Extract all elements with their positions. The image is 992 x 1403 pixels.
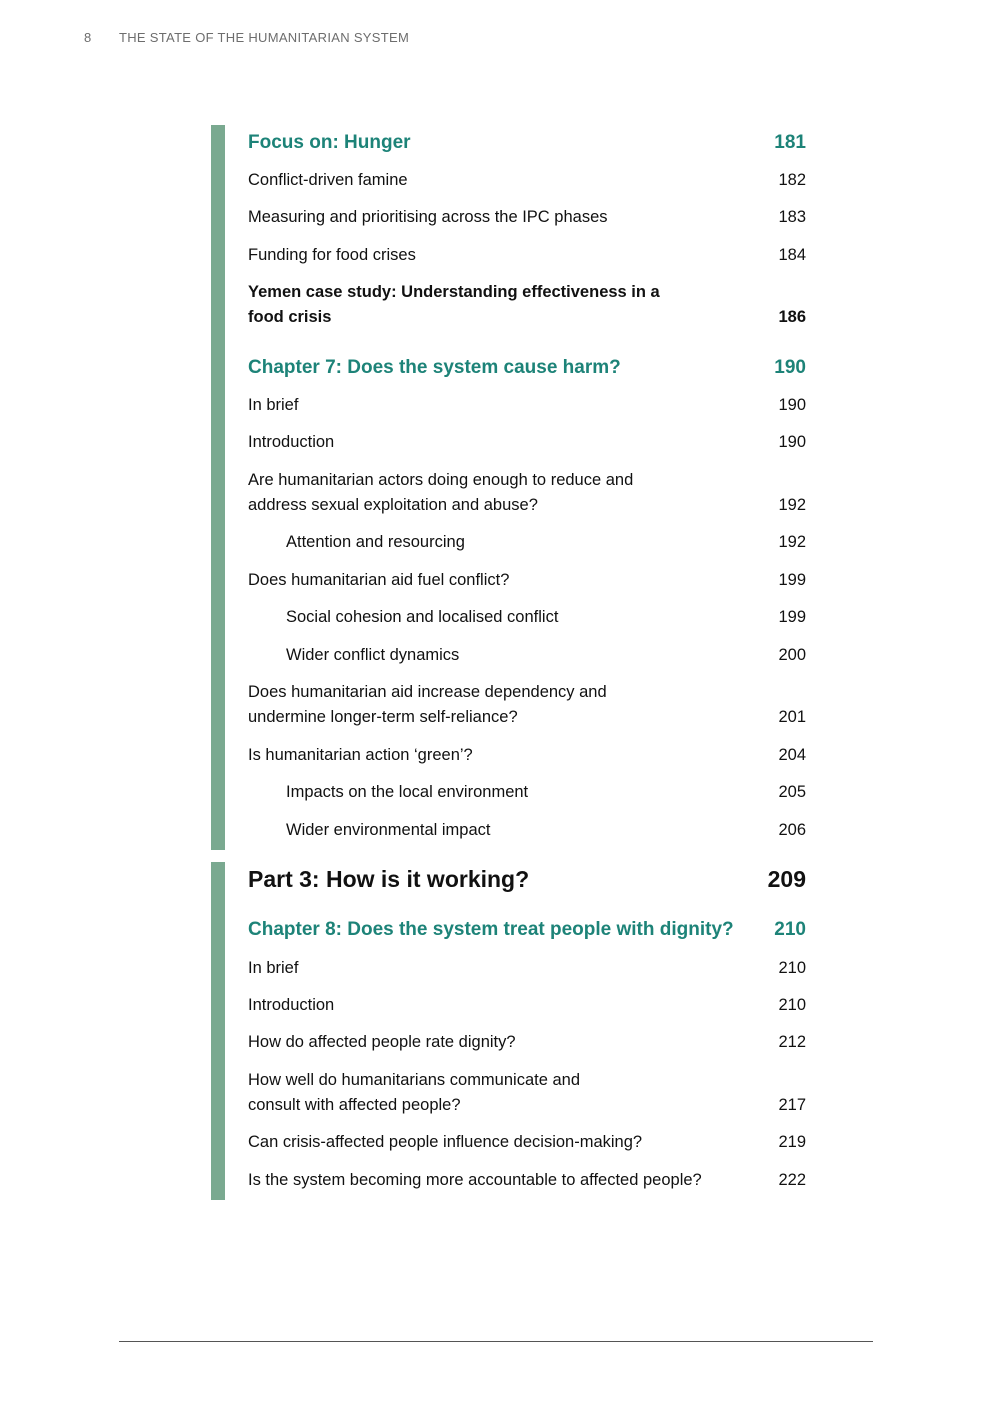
- toc-entry-title: Does humanitarian aid increase dependency and undermine longer-term self-reliance?: [248, 683, 607, 726]
- toc-entry-page: 209: [767, 866, 806, 892]
- toc-entry[interactable]: [248, 956, 806, 981]
- toc-entry[interactable]: [248, 1130, 806, 1155]
- toc-entry[interactable]: [248, 430, 806, 455]
- toc-entry[interactable]: [248, 468, 806, 518]
- toc-entry-title: In brief: [248, 959, 299, 977]
- section-bar: [211, 862, 225, 1200]
- toc-entry-page: 210: [778, 959, 806, 977]
- toc-entry[interactable]: [248, 917, 806, 942]
- toc-entry-title: Is humanitarian action ‘green’?: [248, 746, 473, 764]
- toc-entry-page: 199: [778, 608, 806, 626]
- toc-entry-page: 201: [778, 708, 806, 726]
- toc-entry-title: Social cohesion and localised conflict: [286, 608, 559, 626]
- toc-entry-page: 181: [774, 132, 806, 153]
- toc-entry-title: Funding for food crises: [248, 246, 416, 264]
- toc-entry-page: 217: [778, 1096, 806, 1114]
- toc-entry-title: Yemen case study: Understanding effectiveness in a food crisis: [248, 283, 660, 326]
- toc-entry-title: Chapter 8: Does the system treat people with dignity?: [248, 919, 734, 940]
- toc-entry-page: 190: [778, 396, 806, 414]
- toc-entry-page: 205: [778, 783, 806, 801]
- toc-entry[interactable]: [248, 780, 806, 805]
- running-title: THE STATE OF THE HUMANITARIAN SYSTEM: [119, 30, 410, 45]
- toc-entry-page: 186: [778, 308, 806, 326]
- toc-entry-title: Conflict-driven famine: [248, 171, 408, 189]
- toc-entry-page: 210: [778, 996, 806, 1014]
- toc-entry-page: 206: [778, 821, 806, 839]
- toc-entry-title: Are humanitarian actors doing enough to reduce and address sexual exploitation and abuse?: [248, 471, 634, 514]
- toc-entry-page: 190: [774, 357, 806, 378]
- toc-entry[interactable]: [248, 243, 806, 268]
- toc-entry-title: Wider conflict dynamics: [286, 646, 460, 664]
- toc-entry-page: 210: [774, 919, 806, 940]
- toc-entry-page: 184: [778, 246, 806, 264]
- page-number: 8: [84, 30, 92, 45]
- toc-entry-title: Introduction: [248, 433, 335, 451]
- toc-entry-page: 212: [778, 1033, 806, 1051]
- toc-entry-title: Introduction: [248, 996, 335, 1014]
- footer-divider: [119, 1341, 873, 1342]
- toc-entry-title: Chapter 7: Does the system cause harm?: [248, 357, 621, 378]
- toc-entry[interactable]: [248, 168, 806, 193]
- toc-entry-title: How do affected people rate dignity?: [248, 1033, 516, 1051]
- toc-entry[interactable]: [248, 680, 806, 730]
- toc-entry[interactable]: [248, 743, 806, 768]
- toc-entry-title: Can crisis-affected people influence decision-making?: [248, 1133, 643, 1151]
- toc-entry[interactable]: [248, 1068, 806, 1118]
- toc-entry-page: 192: [778, 496, 806, 514]
- toc-entry[interactable]: [248, 993, 806, 1018]
- toc-entry-title: Impacts on the local environment: [286, 783, 529, 801]
- toc-entry-page: 190: [778, 433, 806, 451]
- toc-entry[interactable]: [248, 1168, 806, 1193]
- toc-entry-title: Focus on: Hunger: [248, 132, 411, 153]
- toc-entry-title: Measuring and prioritising across the IPC phases: [248, 208, 608, 226]
- toc-entry[interactable]: [248, 393, 806, 418]
- toc-entry-page: 192: [778, 533, 806, 551]
- toc-entry-title: Attention and resourcing: [286, 533, 465, 551]
- toc-entry[interactable]: [248, 205, 806, 230]
- toc-entry-title: Is the system becoming more accountable to affected people?: [248, 1171, 702, 1189]
- toc-entry[interactable]: [248, 568, 806, 593]
- toc-entry[interactable]: [248, 280, 806, 330]
- toc-entry-title: Does humanitarian aid fuel conflict?: [248, 571, 510, 589]
- toc-entry[interactable]: [248, 818, 806, 843]
- toc-entry-page: 199: [778, 571, 806, 589]
- toc-entry-page: 200: [778, 646, 806, 664]
- toc-entry-title: Wider environmental impact: [286, 821, 491, 839]
- running-header: [84, 30, 409, 45]
- toc-entry-page: 182: [778, 171, 806, 189]
- toc-entry-page: 204: [778, 746, 806, 764]
- section-bar: [211, 125, 225, 850]
- toc-entry[interactable]: [248, 130, 806, 155]
- toc-entry-page: 219: [778, 1133, 806, 1151]
- toc-entry-title: Part 3: How is it working?: [248, 866, 530, 892]
- toc-entry-title: How well do humanitarians communicate and consult with affected people?: [248, 1071, 580, 1114]
- toc-entry[interactable]: [248, 355, 806, 380]
- toc-entry-title: In brief: [248, 396, 299, 414]
- toc-entry-page: 183: [778, 208, 806, 226]
- toc-entry[interactable]: [248, 605, 806, 630]
- toc-entry[interactable]: [248, 864, 806, 894]
- toc-entry[interactable]: [248, 530, 806, 555]
- toc-entry[interactable]: [248, 643, 806, 668]
- toc-entry-page: 222: [778, 1171, 806, 1189]
- toc-entry[interactable]: [248, 1030, 806, 1055]
